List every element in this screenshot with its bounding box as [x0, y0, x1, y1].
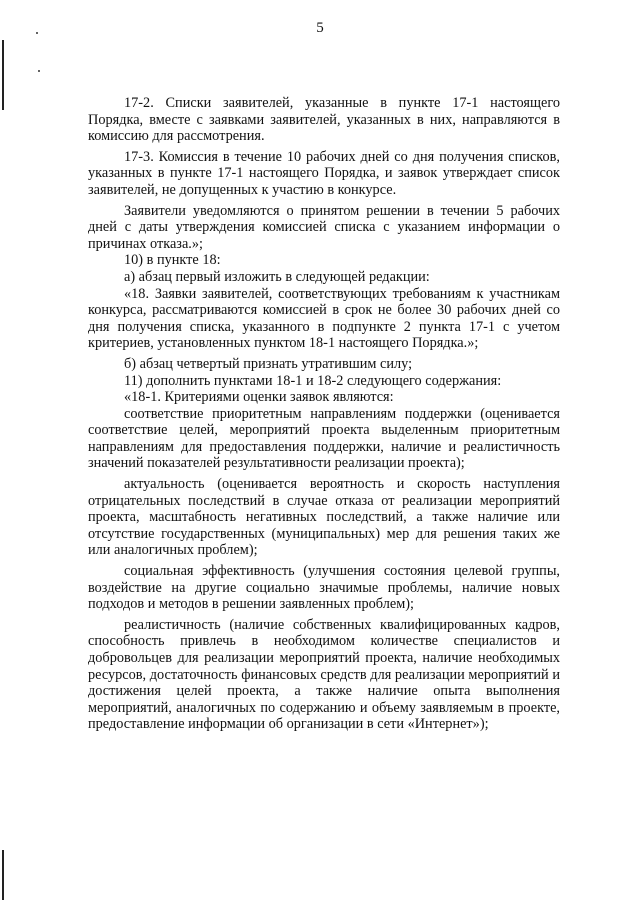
paragraph-item-b: б) абзац четвертый признать утратившим силу;: [124, 355, 413, 372]
paragraph-17-2: 17-2. Списки заявителей, указанные в пункте 17-1 настоящего Порядка, вместе с заявками заявителей, указанных в них, направляются в комиссию для рассмотрения.: [88, 95, 560, 145]
paragraph-item-10: 10) в пункте 18:: [124, 252, 221, 269]
paragraph-notification: Заявители уведомляются о принятом решении в течении 5 рабочих дней с даты утверждения комиссией списка с указанием информации о причинах отказа.»;: [88, 202, 560, 252]
scan-speck: [38, 70, 40, 72]
page-number: 5: [316, 20, 324, 36]
paragraph-criterion-social: социальная эффективность (улучшения состояния целевой группы, воздействие на другие социально значимые проблемы, наличие новых подходов и методов в решении заявленных проблем);: [88, 563, 560, 613]
paragraph-item-a: а) абзац первый изложить в следующей редакции:: [124, 268, 430, 285]
paragraph-17-3: 17-3. Комиссия в течение 10 рабочих дней со дня получения списков, указанных в пункте 17-1 настоящего Порядка, и заявок утверждает список заявителей, не допущенных к участию в конкурсе.: [88, 148, 560, 198]
document-body: [88, 95, 560, 733]
paragraph-item-11: 11) дополнить пунктами 18-1 и 18-2 следующего содержания:: [124, 372, 502, 389]
paragraph-criterion-realism: реалистичность (наличие собственных квалифицированных кадров, способность привлечь в необходимом количестве специалистов и добровольцев для реализации мероприятий проекта, наличие необходимых ресурсов, достаточность финансовых средств для реализации мероприятий и достижения целей проекта, а также наличие опыта выполнения мероприятий, аналогичных по содержанию и объему заявляемым в проекте, предоставление информации об организации в сети «Интернет»);: [88, 616, 560, 733]
paragraph-criterion-priority: соответствие приоритетным направлениям поддержки (оценивается соответствие целей, мероприятий проекта выделенным приоритетным направлениям для предоставления поддержки, наличие и реалистичность значений показателей результативности реализации проекта);: [88, 405, 560, 472]
paragraph-criterion-relevance: актуальность (оценивается вероятность и скорость наступления отрицательных последствий в случае отказа от реализации мероприятий проекта, масштабность негативных последствий, а также наличие или отсутствие государственных (муниципальных) мер для решения таких же или аналогичных проблем);: [88, 476, 560, 559]
paragraph-18: «18. Заявки заявителей, соответствующих требованиям к участникам конкурса, рассматриваются комиссией в срок не более 30 рабочих дней со дня получения списка, указанного в подпункте 2 пункта 17-1 с учетом критериев, установленных пунктом 18-1 настоящего Порядка.»;: [88, 285, 560, 352]
paragraph-18-1: «18-1. Критериями оценки заявок являются:: [124, 389, 394, 406]
scan-speck: [36, 32, 38, 34]
scan-edge-mark: [2, 40, 4, 110]
scan-edge-mark: [2, 850, 4, 900]
